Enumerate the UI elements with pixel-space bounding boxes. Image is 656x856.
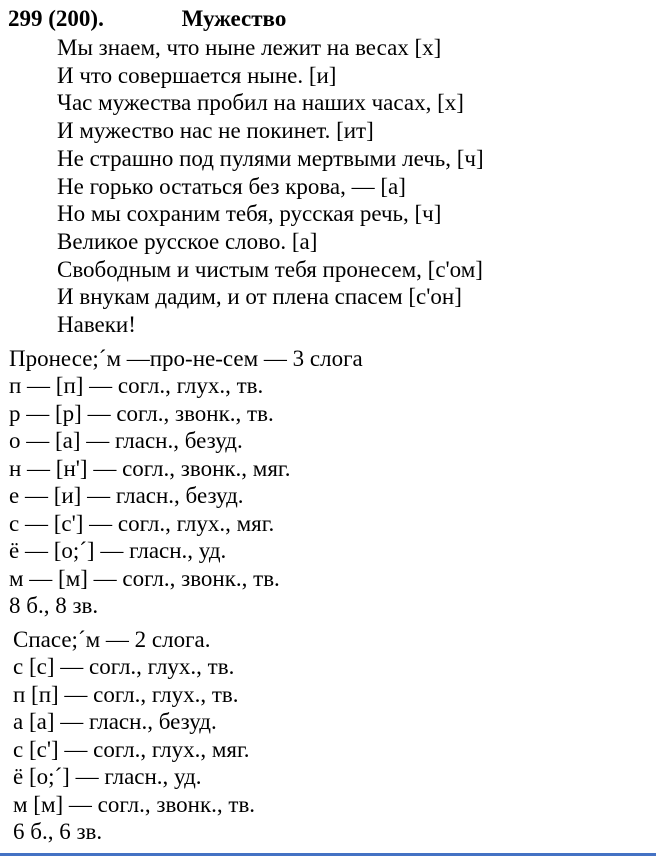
analysis-line: а [а] — гласн., безуд.: [13, 709, 217, 735]
exercise-header: [0, 0, 656, 33]
poem-line: И внукам дадим, и от плена спасем [с'он]: [57, 284, 462, 310]
analysis-line: п [п] — согл., глух., тв.: [13, 681, 239, 707]
analysis-line: м [м] — согл., звонк., тв.: [13, 791, 256, 817]
word-analysis-spasem: [13, 626, 656, 846]
analysis-line: н — [н'] — согл., звонк., мяг.: [9, 455, 291, 481]
analysis-line: ё — [о;´] — гласн., уд.: [9, 538, 227, 564]
letters-sounds-count: 8 б., 8 зв.: [9, 593, 99, 619]
poem-line: Великое русское слово. [а]: [57, 228, 318, 254]
poem-line: Час мужества пробил на наших часах, [х]: [57, 90, 464, 116]
exercise-title: Мужество: [181, 6, 287, 31]
analysis-line: о — [а] — гласн., безуд.: [9, 428, 243, 454]
word-analysis-pronesem: [9, 345, 656, 620]
exercise-number: 299 (200).: [8, 6, 104, 31]
poem-line: Мы знаем, что ныне лежит на весах [х]: [57, 35, 442, 60]
analysis-line: с [с'] — согл., глух., мяг.: [13, 736, 250, 762]
analysis-line: с [с] — согл., глух., тв.: [13, 654, 235, 680]
word-analysis-heading: Спасе;´м — 2 слога.: [13, 626, 211, 652]
poem-line: И мужество нас не покинет. [ит]: [57, 118, 374, 144]
poem-line: И что совершается ныне. [и]: [57, 62, 337, 88]
poem-line: Навеки!: [57, 312, 136, 338]
letters-sounds-count: 6 б., 6 зв.: [13, 819, 103, 845]
word-analysis-heading: Пронесе;´м —про-не-сем — 3 слога: [9, 345, 363, 371]
analysis-line: м — [м] — согл., звонк., тв.: [9, 565, 280, 591]
poem-line: Но мы сохраним тебя, русская речь, [ч]: [57, 201, 442, 227]
poem: [57, 34, 656, 339]
analysis-line: п — [п] — согл., глух., тв.: [9, 373, 264, 399]
analysis-line: с — [с'] — согл., глух., мяг.: [9, 510, 275, 536]
analysis-line: р — [р] — согл., звонк., тв.: [9, 400, 274, 426]
analysis-line: ё [о;´] — гласн., уд.: [13, 764, 202, 790]
poem-line: Не страшно под пулями мертвыми лечь, [ч]: [57, 145, 484, 171]
poem-line: Свободным и чистым тебя пронесем, [с'ом]: [57, 256, 483, 282]
poem-line: Не горько остаться без крова, — [а]: [57, 173, 406, 199]
analysis-line: е — [и] — гласн., безуд.: [9, 483, 244, 509]
